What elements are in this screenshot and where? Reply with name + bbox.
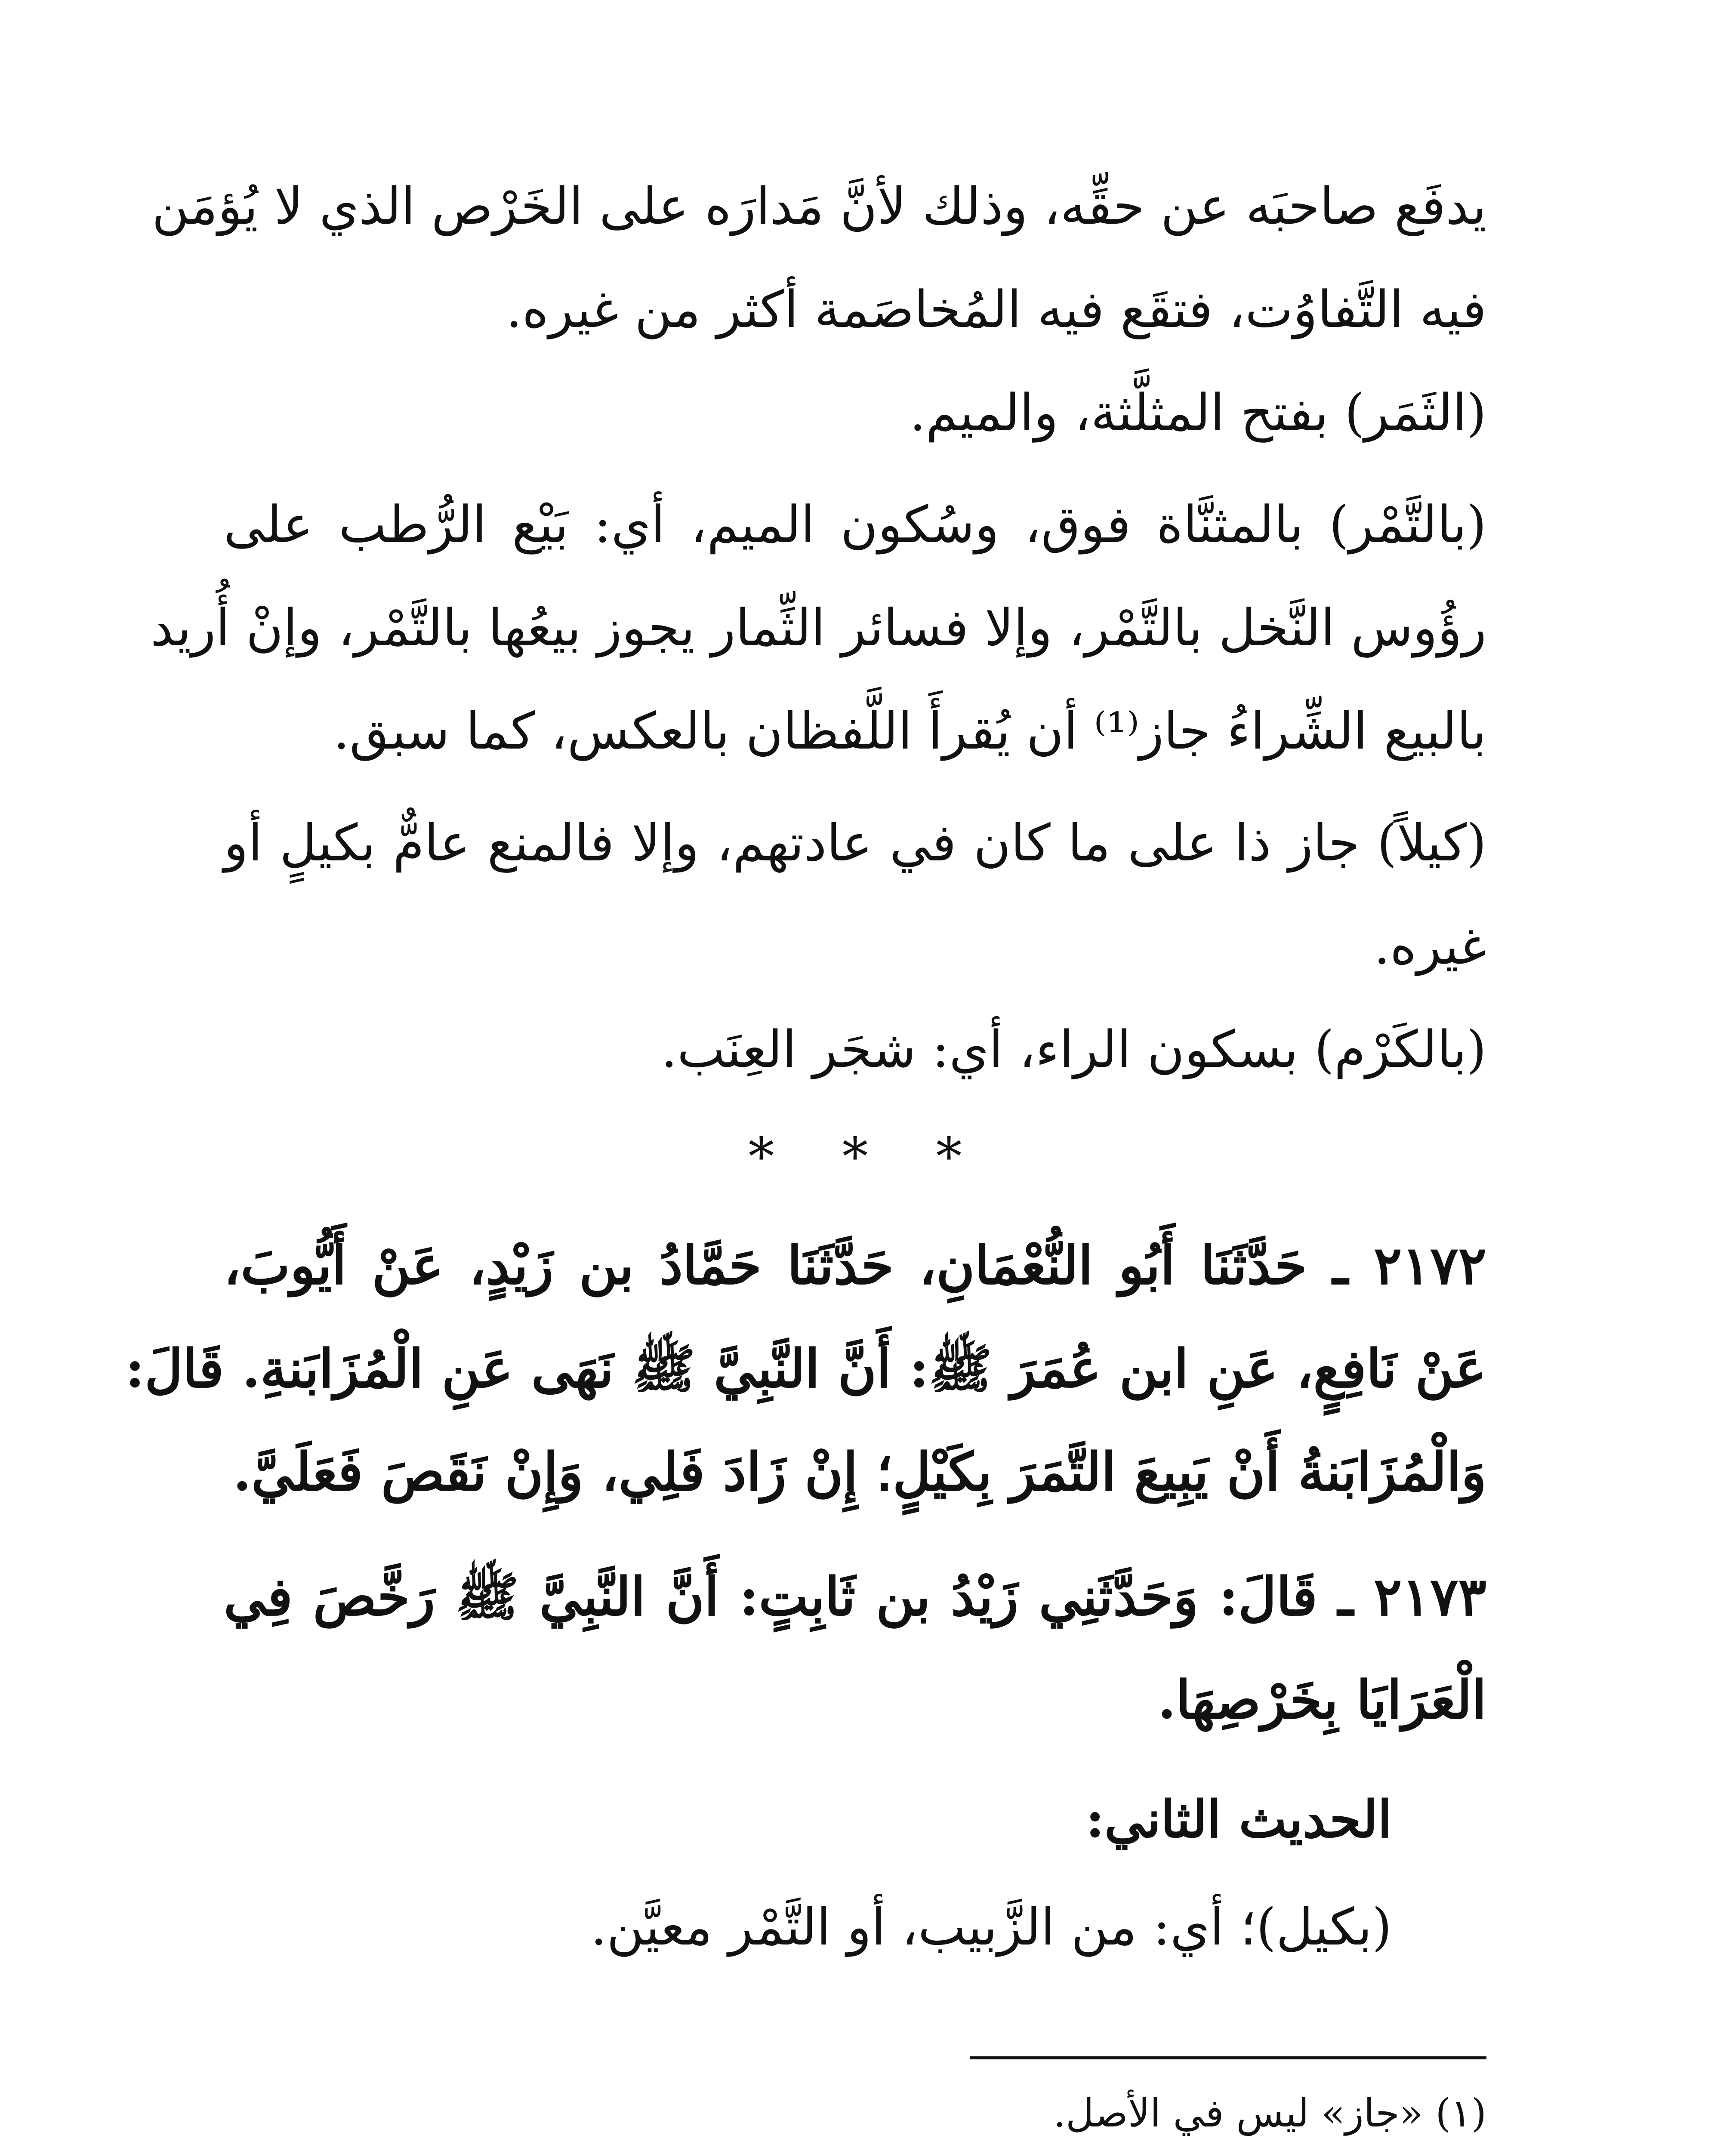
second-hadith-heading: الحديث الثاني: [1085,1789,1392,1849]
commentary-line-2: فيه التَّفاوُت، فتقَع فيه المُخاصَمة أكثر من غيره. [506,280,1486,339]
commentary-line-1: يدفَع صاحبَه عن حقِّه، وذلك لأنَّ مَدارَه على الخَرْص الذي لا يُؤمَن [151,176,1486,236]
hadith-2172-line-1: ٢١٧٢ ـ حَدَّثَنَا أَبُو النُّعْمَانِ، حَدَّثَنَا حَمَّادُ بن زَيْدٍ، عَنْ أَيُّوبَ، [224,1234,1486,1296]
hadith-2173-line-2: الْعَرَايَا بِخَرْصِهَا. [1157,1669,1486,1731]
commentary-line-6: بالبيع الشِّراءُ جاز⁽¹⁾ أن يُقرأَ اللَّفظان بالعكس، كما سبق. [333,701,1486,761]
footnote: (١) «جاز» ليس في الأصل. [1053,2091,1486,2136]
commentary-line-5: رؤُوس النَّخل بالتَّمْر، وإلا فسائر الثِّمار يجوز بيعُها بالتَّمْر، وإنْ أُريد [150,598,1486,657]
hadith-2172-line-3: وَالْمُزَابَنةُ أَنْ يَبِيعَ التَّمَرَ بِكَيْلٍ؛ إِنْ زَادَ فَلِي، وَإِنْ نَقَصَ فَعَلَيَّ. [233,1441,1486,1503]
commentary-line-7: (كيلاً) جاز ذا على ما كان في عادتهم، وإلا فالمنع عامٌّ بكيلٍ أو [224,813,1486,872]
second-hadith-line: (بكيل)؛ أي: من الزَّبيب، أو التَّمْر معيَّن. [590,1897,1392,1957]
commentary-line-3: (الثَمَر) بفتح المثلَّثة، والميم. [910,383,1486,442]
hadith-2172-line-2: عَنْ نَافِعٍ، عَنِ ابن عُمَرَ ﷺ: أَنَّ النَّبِيَّ ﷺ نَهَى عَنِ الْمُزَابَنةِ. قَالَ: [125,1337,1486,1399]
section-separator: * * * [748,1127,988,1187]
commentary-line-4: (بالتَّمْر) بالمثنَّاة فوق، وسُكون الميم، أي: بَيْع الرُّطب على [224,495,1486,554]
commentary-line-9: (بالكَرْم) بسكون الراء، أي: شجَر العِنَب. [661,1020,1486,1079]
hadith-2173-line-1: ٢١٧٣ ـ قَالَ: وَحَدَّثَنِي زَيْدُ بن ثَابِتٍ: أَنَّ النَّبِيَّ ﷺ رَخَّصَ فِي [224,1565,1486,1627]
commentary-line-8: غيره. [1374,916,1486,976]
footnote-divider [970,2056,1486,2059]
